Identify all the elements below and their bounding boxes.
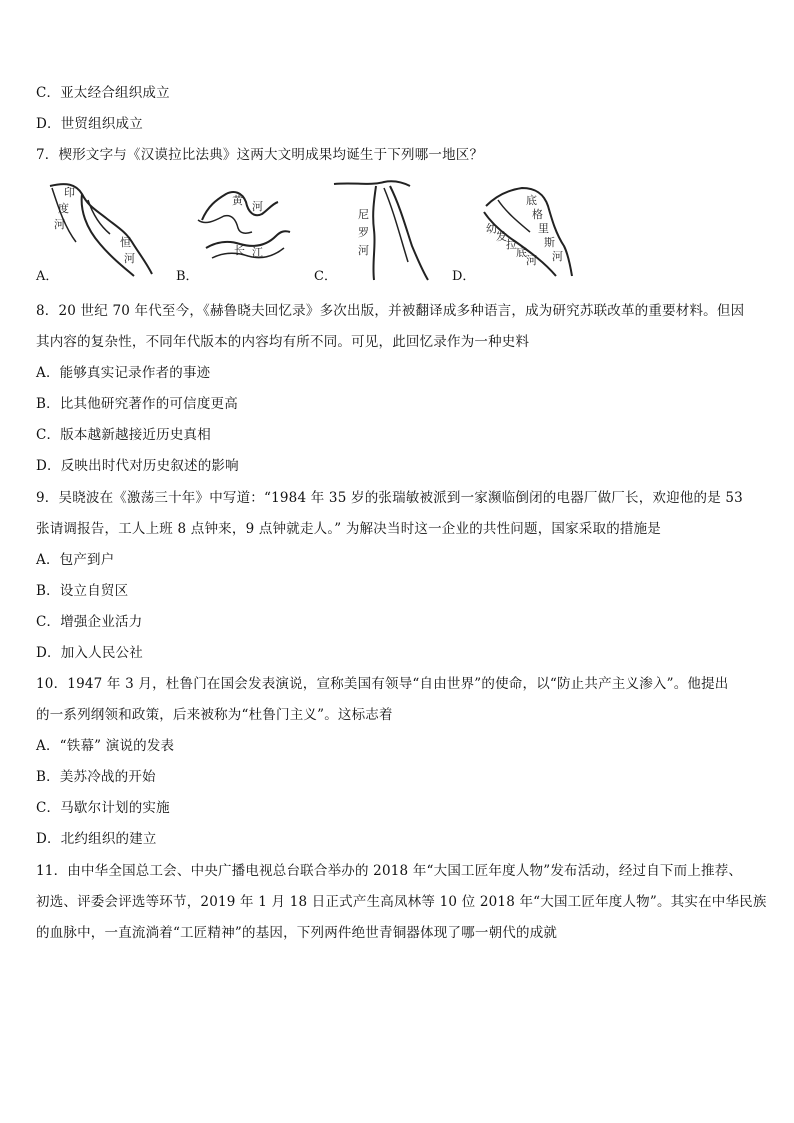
q9-option-b: B．设立自贸区 bbox=[36, 583, 129, 599]
q7-map-d bbox=[452, 176, 576, 284]
q9-stem-line-1: 9．吴晓波在《激荡三十年》中写道：“1984 年 35 岁的张瑞敏被派到一家濒临倒闭的电器厂做厂长，欢迎他的是 53 bbox=[36, 490, 743, 506]
map-a-label-4: 恒 bbox=[120, 236, 131, 249]
q9-option-d: D．加入人民公社 bbox=[36, 645, 143, 661]
q7-map-c bbox=[314, 176, 434, 284]
map-c-letter: C． bbox=[314, 269, 337, 284]
map-d-label-9: 斯 bbox=[544, 236, 555, 249]
q7-stem: 7．楔形文字与《汉谟拉比法典》这两大文明成果均诞生于下列哪一地区？ bbox=[36, 147, 484, 163]
map-b-label-1: 黄 bbox=[232, 194, 243, 207]
q8-option-c: C．版本越新越接近历史真相 bbox=[36, 427, 211, 443]
map-c-label-2: 罗 bbox=[358, 226, 369, 239]
q9-option-a: A．包产到户 bbox=[36, 552, 115, 568]
map-d-drawing bbox=[452, 176, 576, 284]
q8-option-d: D．反映出时代对历史叙述的影响 bbox=[36, 458, 239, 474]
map-d-label-3: 拉 bbox=[506, 238, 517, 251]
map-a-letter: A． bbox=[36, 269, 59, 284]
q6-option-c: C．亚太经合组织成立 bbox=[36, 85, 170, 101]
map-b-letter: B． bbox=[176, 269, 199, 284]
map-d-label-6: 底 bbox=[526, 194, 537, 207]
q10-stem-line-2: 的一系列纲领和政策，后来被称为“杜鲁门主义”。这标志着 bbox=[36, 707, 393, 723]
q8-option-a: A．能够真实记录作者的事迹 bbox=[36, 365, 211, 381]
q9-option-c: C．增强企业活力 bbox=[36, 614, 143, 630]
q11-stem-line-2: 初选、评委会评选等环节，2019 年 1 月 18 日正式产生高凤林等 10 位 2018 年“大国工匠年度人物”。其实在中华民族 bbox=[36, 894, 767, 910]
q10-stem-line-1: 10．1947 年 3 月，杜鲁门在国会发表演说，宣称美国有领导“自由世界”的使命，以“防止共产主义渗入”。他提出 bbox=[36, 676, 729, 692]
q7-map-b bbox=[176, 176, 296, 284]
q8-stem-line-2: 其内容的复杂性，不同年代版本的内容均有所不同。可见，此回忆录作为一种史料 bbox=[36, 334, 530, 350]
map-a-label-5: 河 bbox=[124, 252, 135, 265]
q10-option-d: D．北约组织的建立 bbox=[36, 831, 157, 847]
map-d-label-1: 幼 bbox=[486, 222, 497, 235]
q9-stem-line-2: 张请调报告，工人上班 8 点钟来，9 点钟就走人。” 为解决当时这一企业的共性问题，国家采取的措施是 bbox=[36, 521, 661, 537]
map-d-label-10: 河 bbox=[552, 250, 563, 263]
q8-stem-line-1: 8．20 世纪 70 年代至今，《赫鲁晓夫回忆录》多次出版，并被翻译成多种语言，成为研究苏联改革的重要材料。但因 bbox=[36, 303, 745, 319]
map-d-label-4: 底 bbox=[516, 246, 527, 259]
map-b-drawing bbox=[176, 176, 296, 284]
map-d-label-7: 格 bbox=[532, 208, 543, 221]
map-d-label-8: 里 bbox=[538, 222, 549, 235]
map-d-label-2: 发 bbox=[496, 230, 507, 243]
q11-stem-line-1: 11．由中华全国总工会、中央广播电视总台联合举办的 2018 年“大国工匠年度人物”发布活动，经过自下而上推荐、 bbox=[36, 863, 743, 879]
map-a-label-1: 印 bbox=[64, 186, 75, 199]
q7-map-options bbox=[36, 176, 596, 286]
map-c-drawing bbox=[314, 176, 434, 284]
q8-option-b: B．比其他研究著作的可信度更高 bbox=[36, 396, 238, 412]
map-a-label-2: 度 bbox=[58, 202, 69, 215]
q10-option-c: C．马歇尔计划的实施 bbox=[36, 800, 170, 816]
map-c-label-3: 河 bbox=[358, 244, 369, 257]
map-b-label-4: 江 bbox=[252, 246, 263, 259]
map-d-label-5: 河 bbox=[526, 254, 537, 267]
map-a-label-3: 河 bbox=[54, 218, 65, 231]
map-b-label-3: 长 bbox=[234, 244, 245, 257]
map-c-label-1: 尼 bbox=[358, 208, 369, 221]
q10-option-b: B．美苏冷战的开始 bbox=[36, 769, 156, 785]
q7-map-a bbox=[36, 176, 156, 284]
q10-option-a: A．“铁幕” 演说的发表 bbox=[36, 738, 175, 754]
map-b-label-2: 河 bbox=[252, 200, 263, 213]
q11-stem-line-3: 的血脉中，一直流淌着“工匠精神”的基因，下列两件绝世青铜器体现了哪一朝代的成就 bbox=[36, 925, 558, 941]
map-a-drawing bbox=[36, 176, 156, 284]
q6-option-d: D．世贸组织成立 bbox=[36, 116, 143, 132]
map-d-letter: D． bbox=[452, 269, 476, 284]
